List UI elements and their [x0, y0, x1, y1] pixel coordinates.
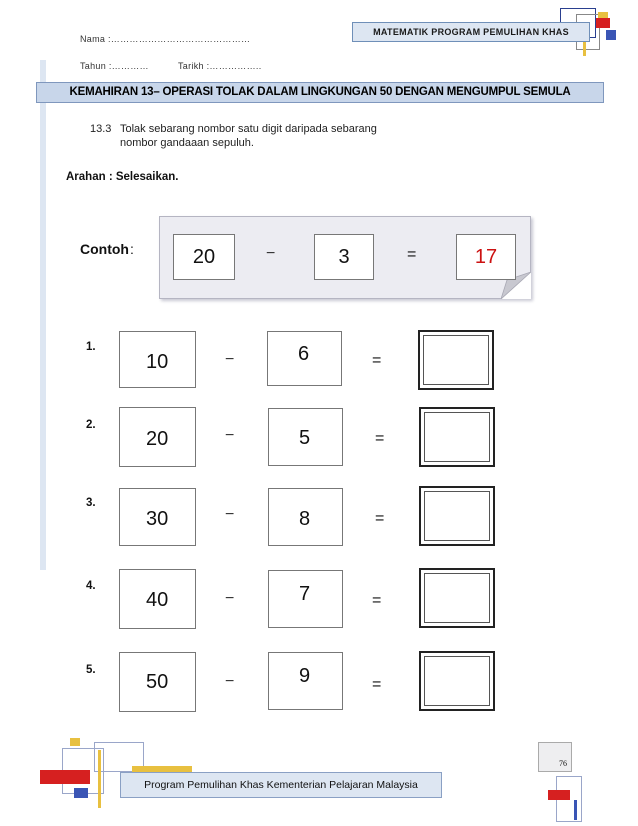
- equals-sign: =: [375, 430, 385, 447]
- answer-box[interactable]: [419, 568, 495, 628]
- example-minus-sign: −: [266, 245, 276, 262]
- second-number: 8: [299, 508, 311, 530]
- minus-sign: −: [225, 590, 235, 607]
- example-equals-sign: =: [407, 246, 417, 263]
- first-number-box: [119, 331, 196, 388]
- example-second-number: 3: [314, 234, 374, 280]
- question-number: 3.: [86, 497, 96, 509]
- page-number-box: [538, 742, 572, 772]
- minus-sign: −: [225, 506, 235, 523]
- year-field: Tahun :…………: [80, 61, 149, 71]
- first-number-box: [119, 569, 196, 629]
- first-number: 50: [146, 671, 169, 693]
- page-number: 76: [559, 759, 567, 768]
- question-number: 2.: [86, 419, 96, 431]
- second-number-box: [268, 408, 343, 466]
- title-bar: [36, 82, 604, 103]
- objective-number: 13.3: [90, 123, 112, 135]
- page-title: KEMAHIRAN 13– OPERASI TOLAK DALAM LINGKUNGAN 50 DENGAN MENGUMPUL SEMULA: [69, 86, 571, 98]
- equals-sign: =: [372, 352, 382, 369]
- answer-box[interactable]: [419, 651, 495, 711]
- date-field: Tarikh :……………..: [178, 61, 262, 71]
- first-number-box: [119, 407, 196, 467]
- second-number: 9: [299, 665, 311, 687]
- equals-sign: =: [375, 510, 385, 527]
- objective-line-2: nombor gandaaan sepuluh.: [120, 137, 254, 149]
- first-number-box: [119, 652, 196, 712]
- example-colon: :: [130, 241, 134, 257]
- question-number: 1.: [86, 341, 96, 353]
- second-number: 6: [298, 343, 310, 365]
- minus-sign: −: [225, 673, 235, 690]
- first-number-box: [119, 488, 196, 546]
- second-number-box: [267, 331, 342, 386]
- header-banner: [352, 22, 590, 42]
- left-decorative-strip: [40, 60, 46, 570]
- instruction: Arahan : Selesaikan.: [66, 171, 179, 183]
- second-number-box: [268, 570, 343, 628]
- second-number-box: [268, 488, 343, 546]
- question-number: 4.: [86, 580, 96, 592]
- answer-box[interactable]: [418, 330, 494, 390]
- minus-sign: −: [225, 427, 235, 444]
- name-field: Nama :………………………………………: [80, 34, 251, 44]
- answer-box[interactable]: [419, 407, 495, 467]
- equals-sign: =: [372, 676, 382, 693]
- example-label: Contoh: [80, 241, 129, 257]
- second-number-box: [268, 652, 343, 710]
- example-first-number: 20: [173, 234, 235, 280]
- second-number: 5: [299, 427, 311, 449]
- header-banner-text: MATEMATIK PROGRAM PEMULIHAN KHAS: [373, 27, 569, 37]
- minus-sign: −: [225, 351, 235, 368]
- answer-box[interactable]: [419, 486, 495, 546]
- first-number: 30: [146, 508, 169, 530]
- footer-bar: [120, 772, 442, 798]
- example-result: 17: [456, 234, 516, 280]
- first-number: 40: [146, 589, 169, 611]
- question-number: 5.: [86, 664, 96, 676]
- objective-line-1: Tolak sebarang nombor satu digit daripada sebarang: [120, 123, 377, 135]
- second-number: 7: [299, 583, 311, 605]
- first-number: 10: [146, 351, 169, 373]
- equals-sign: =: [372, 592, 382, 609]
- first-number: 20: [146, 428, 169, 450]
- footer-text: Program Pemulihan Khas Kementerian Pelajaran Malaysia: [144, 779, 418, 791]
